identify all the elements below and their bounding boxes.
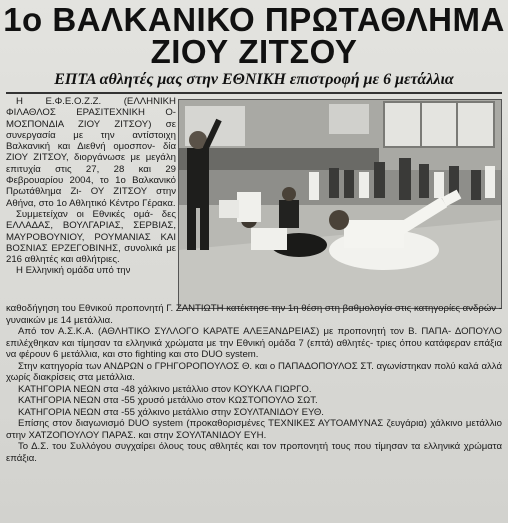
article-body bbox=[6, 303, 502, 464]
paragraph-intro: Η Ε.Φ.Ε.Ο.Ζ.Ζ. (ΕΛΛΗΝΙΚΗ ΦΙΛΑΘΛΟΣ ΕΡΑΣΙΤΕΧΝΙΚΗ Ο- ΜΟΣΠΟΝΔΙΑ ΖΙΟΥ ΖΙΤΣΟΥ) σε συνεργασία με την αντίστοιχη Βαλκανική και Διεθνή ομοσπον- δία ΖΙΟΥ ΖΙΤΣΟΥ, διοργάνωσε με μεγάλη επιτυχία στις 27, 28 και 29 Φεβρουαρίου 2004, το 1ο Βαλκανικό Πρωτάθλημα Ζι- ΟΥ ΖΙΤΣΟΥ στην Αθήνα, στο 1ο Αθλητικό Κέντρο Γέρακα. bbox=[6, 96, 176, 209]
headline-line-1: 1ο ΒΑΛΚΑΝΙΚΟ ΠΡΩΤΑΘΛΗΜΑ bbox=[3, 1, 505, 38]
event-photo-illustration bbox=[179, 100, 501, 308]
subtitle: ΕΠΤΑ αθλητές μας στην ΕΘΝΙΚΗ επιστροφή με 6 μετάλλια bbox=[54, 71, 454, 88]
result-line-3: ΚΑΤΗΓΟΡΙΑ ΝΕΩΝ στα -55 χάλκινο μετάλλιο στην ΣΟΥΛΤΑΝΙΔΟΥ ΕΥΘ. bbox=[18, 406, 324, 418]
paragraph-congratulations: Το Δ.Σ. του Συλλόγου συγχαίρει όλους τους αθλητές και τον προπονητή τους που τίμησαν τα ελληνικά χρώματα επάξια. bbox=[6, 441, 502, 464]
divider bbox=[6, 92, 502, 94]
result-line-1: ΚΑΤΗΓΟΡΙΑ ΝΕΩΝ στα -48 χάλκινο μετάλλιο στον ΚΟΥΚΛΑ ΓΙΩΡΓΟ. bbox=[18, 383, 312, 395]
paragraph-club: Από τον Α.Σ.Κ.Α. (ΑΘΛΗΤΙΚΟ ΣΥΛΛΟΓΟ ΚΑΡΑΤΕ ΑΛΕΞΑΝΔΡΕΙΑΣ) με προπονητή τον Β. ΠΑΠΑ- ΔΟΠΟΥΛΟ επιλέχθηκαν και τίμησαν τα ελληνικά χρώματα με την Εθνική ομάδα 7 (επτά) αθλητές- τριες όπου κατάφεραν επάξια να φέρουν 6 μετάλλια, και στο fighting και στο DUO system. bbox=[6, 326, 502, 360]
left-column bbox=[6, 96, 176, 277]
paragraph-men: Στην κατηγορία των ΑΝΔΡΩΝ ο ΓΡΗΓΟΡΟΠΟΥΛΟΣ Θ. και ο ΠΑΠΑΔΟΠΟΥΛΟΣ ΣΤ. αγωνίστηκαν πολύ καλά αλλά χωρίς διακρίσεις στα μετάλλια. bbox=[6, 360, 502, 383]
paragraph-coach: καθοδήγηση του Εθνικού προπονητή Γ. ΖΑΝΤΙΩΤΗ κατέκτησε την 1η θέση στη βαθμολογία στις κατηγορίες ανδρών - γυναικών με 14 μετάλλια. bbox=[6, 303, 502, 326]
headline-line-2: ΖΙΟΥ ΖΙΤΣΟΥ bbox=[150, 33, 358, 70]
event-photo bbox=[178, 99, 502, 309]
paragraph-greek-team-start: Η Ελληνική ομάδα υπό την bbox=[16, 265, 131, 277]
paragraph-duo-system: Επίσης στον διαγωνισμό DUO system (προκαθορισμένες ΤΕΧΝΙΚΕΣ ΑΥΤΟΑΜΥΝΑΣ ζευγάρια) χάλκινο μετάλλιο στην ΧΑΤΖΟΠΟΥΛΟΥ ΠΑΡΑΣ. και στην ΣΟΥΛΤΑΝΙΔΟΥ ΕΥΗ. bbox=[6, 418, 502, 441]
paragraph-participants: Συμμετείχαν οι Εθνικές ομά- δες ΕΛΛΑΔΑΣ, ΒΟΥΛΓΑΡΙΑΣ, ΣΕΡΒΙΑΣ, ΜΑΥΡΟΒΟΥΝΙΟΥ, ΡΟΥΜΑΝΙΑΣ ΚΑΙ ΒΟΣΝΙΑΣ ΕΡΖΕΓΟΒΙΝΗΣ, συνολικά με 216 αθλητές και αθλήτριες. bbox=[6, 208, 176, 266]
result-line-2: ΚΑΤΗΓΟΡΙΑ ΝΕΩΝ στα -55 χρυσό μετάλλιο στον ΚΩΣΤΟΠΟΥΛΟ ΣΩΤ. bbox=[18, 395, 318, 406]
